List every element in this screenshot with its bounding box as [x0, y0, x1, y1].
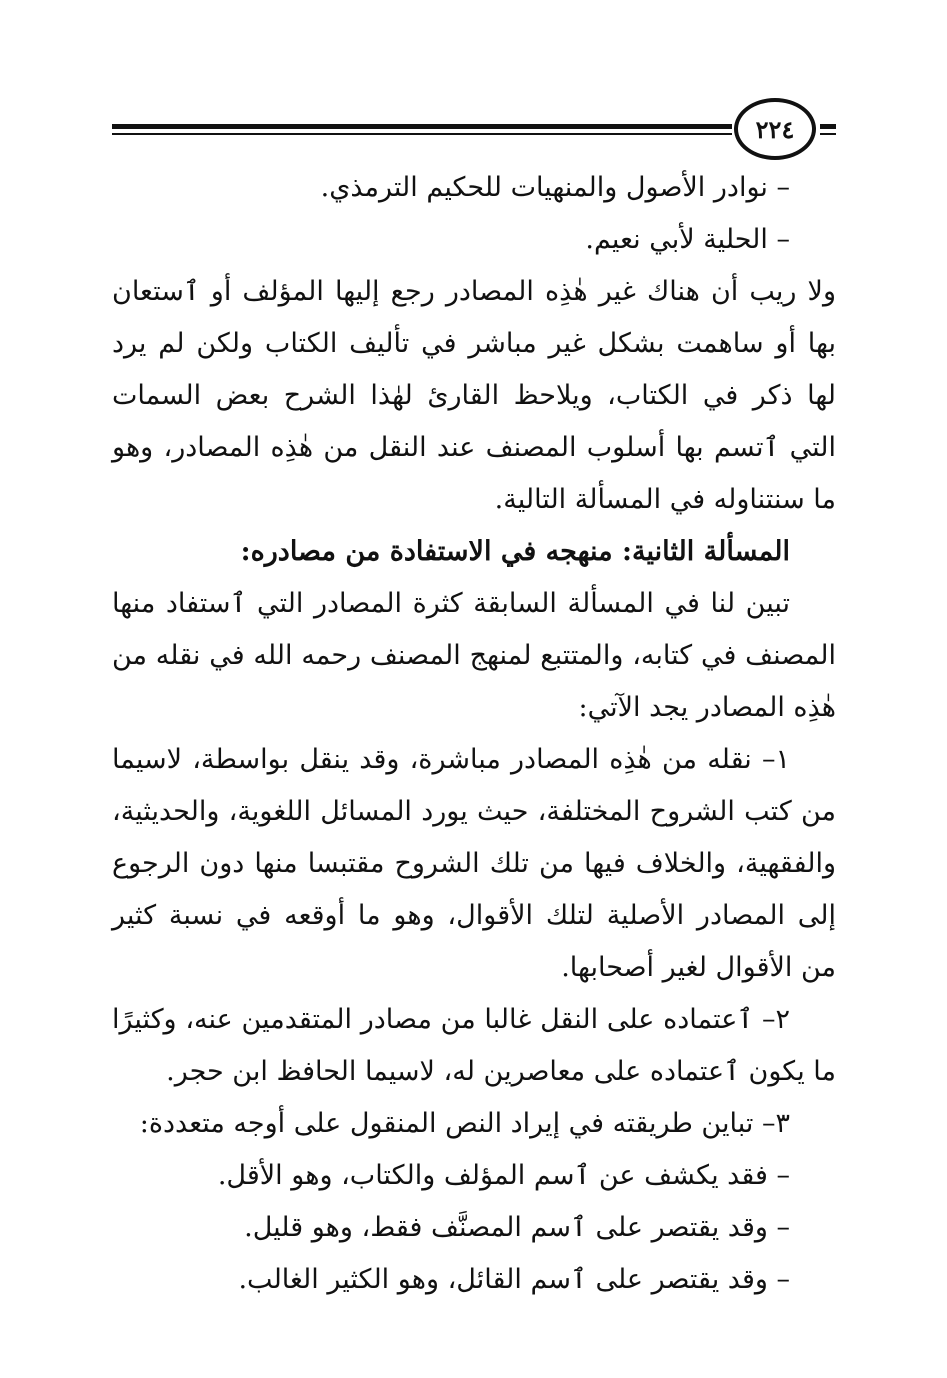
header-rule-right-thin: [820, 133, 836, 135]
list-item: – نوادر الأصول والمنهيات للحكيم الترمذي.: [320, 172, 790, 203]
paragraph: ١– نقله من هٰذِه المصادر مباشرة، وقد ينقل بواسطة، لاسيما من كتب الشروح المختلفة، حيث يورد المسائل اللغوية، والحديثية، والفقهية، والخلاف فيها من تلك الشروح مقتبسا منها دون الرجوع إلى المصادر الأصلية لتلك الأقوال، وهو ما أوقعه في نسبة كثير من الأقوال لغير أصحابها.: [112, 744, 836, 983]
paragraph: ولا ريب أن هناك غير هٰذِه المصادر رجع إليها المؤلف أو ٱستعان بها أو ساهمت بشكل غير مباشر في تأليف الكتاب ولكن لم يرد لها ذكر في الكتاب، ويلاحظ القارئ لهٰذا الشرح بعض السمات التي ٱتسم بها أسلوب المصنف عند النقل من هٰذِه المصادر، وهو ما سنتناوله في المسألة التالية.: [112, 276, 836, 515]
page-body: [112, 162, 836, 1306]
paragraph: ٢– ٱعتماده على النقل غالبا من مصادر المتقدمين عنه، وكثيرًا ما يكون ٱعتماده على معاصرين له، لاسيما الحافظ ابن حجر.: [112, 1004, 836, 1087]
section-heading: المسألة الثانية: منهجه في الاستفادة من مصادره:: [240, 536, 790, 567]
page-header: [0, 0, 947, 170]
header-rule-thick: [112, 124, 732, 129]
paragraph: تبين لنا في المسألة السابقة كثرة المصادر التي ٱستفاد منها المصنف في كتابه، والمتتبع لمنهج المصنف رحمه الله في نقله من هٰذِه المصادر يجد الآتي:: [112, 588, 836, 723]
paragraph: ٣– تباين طريقته في إيراد النص المنقول على أوجه متعددة:: [139, 1108, 790, 1139]
list-item: – وقد يقتصر على ٱسم المصنَّف فقط، وهو قليل.: [244, 1212, 790, 1243]
list-item: – الحلية لأبي نعيم.: [585, 224, 790, 255]
header-rule-thin: [112, 133, 732, 135]
list-item: – فقد يكشف عن ٱسم المؤلف والكتاب، وهو الأقل.: [217, 1160, 790, 1191]
page-number: ٢٢٤: [734, 98, 816, 160]
list-item: – وقد يقتصر على ٱسم القائل، وهو الكثير الغالب.: [238, 1264, 790, 1295]
header-rule-right-thick: [820, 124, 836, 129]
